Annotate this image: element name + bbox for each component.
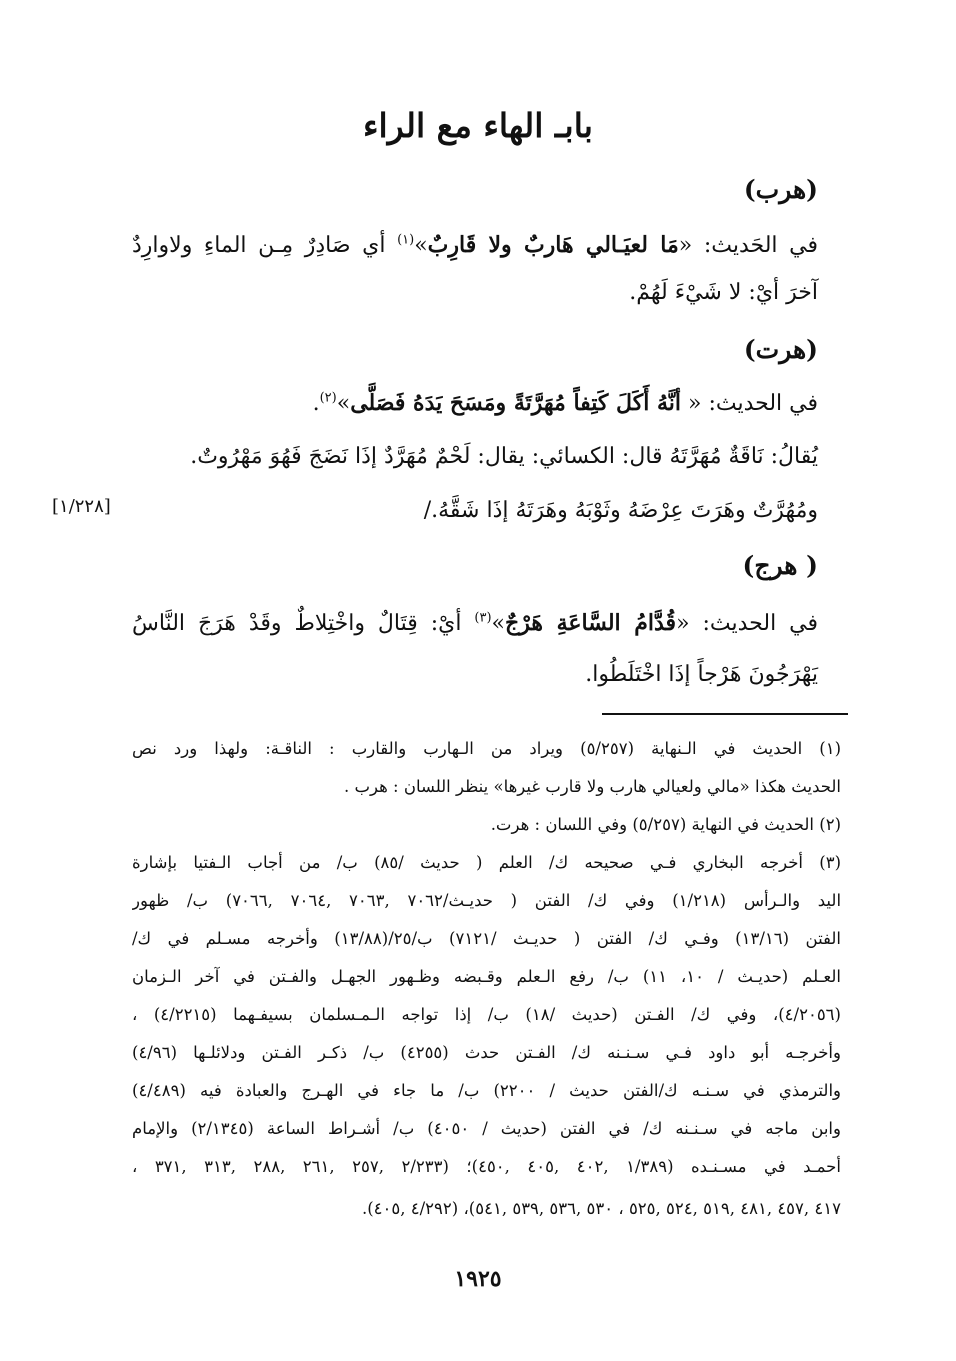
footnote-line: وأخرجـه أبو داود فـي سـنـنه ك/ الفـتن حدث (٤٢٥٥) ب/ ذكـر الفـتن ودلائلـها (٤/٩٦)	[132, 1043, 841, 1062]
line-prefix: في الحديث: «	[681, 391, 818, 416]
footnote-separator	[602, 713, 848, 715]
line-rest: أيْ: قِتَالٌ واخْتِلاطٌ وقَدْ هَرَجَ النَّاسُ	[132, 611, 475, 636]
chapter-title: بابـ الهاء مع الراء	[363, 106, 593, 145]
quote-close: »	[336, 391, 351, 416]
line-rest: .	[312, 391, 320, 416]
footnote-line: الحديث هكذا «مالي ولعيالي هارب ولا قارب غيرها» ينظر اللسان : هرب .	[343, 777, 841, 796]
line-rest: أي صَادِرٌ مِـن الماءِ ولاوارِدٌ	[132, 233, 398, 258]
page-number: ١٩٢٥	[454, 1266, 502, 1292]
footnote-line: (٣) أخرجه البخاري فـي صحيحه ك/ العلم ( حديث /٨٥) ب/ من أجاب الـفتيا بإشارة	[132, 853, 841, 872]
hadith-quote: أنَّهُ أَكَلَ كَتِفاً مُهَرَّتَةً ومَسَحَ يَدَهُ فَصَلَّى	[350, 390, 681, 416]
line-prefix: في الحَديث: «	[678, 233, 818, 258]
line-prefix: في الحديث: «	[676, 611, 818, 636]
footnote-line: (٤/٢٠٥٦)، وفي ك/ الفـتن (حديث /١٨) ب/ إذا تواجه الـمـسلمان بسيفـهما (٤/٢٢١٥) ،	[132, 1005, 841, 1024]
footnote-marker: (٣)	[474, 610, 492, 626]
hadith-quote: مَا لعيَـالي هَاربٌ ولا قَارِبٌ	[427, 232, 679, 258]
margin-reference: [١/٢٢٨]	[52, 496, 111, 517]
footnote-line: وابن ماجه في سـنـنه ك/ في الفتن (حديث / ٤٠٥٠) ب/ أشـراط الساعة (٢/١٣٤٥) والإمام	[132, 1119, 841, 1138]
entry-line: ومُهُرَّتٌ وهَرَتَ عِرْضَهُ وثَوْبَهُ وهَرَتَهُ إذَا شَقَّهُ./	[423, 498, 818, 523]
footnote-line: العـلم (حديـث / ١٠، ١١) ب/ رفع الـعلم وقـبضه وظـهور الجهـل والفـتن في آخر الـزمان	[132, 967, 841, 986]
footnote-line: اليد والـرأس (١/٢١٨) وفي ك/ الفتن ( حديـث/٧٠٦٢ ,٧٠٦٣ ,٧٠٦٤ ,٧٠٦٦) ب/ ظهور	[132, 891, 841, 910]
quote-close: »	[491, 611, 506, 636]
entry-line: يَهْرَجُونَ هَرْجاً إذَا اخْتَلَطُوا.	[585, 662, 818, 687]
entry-heading-harat: (هرت)	[743, 335, 818, 364]
footnote-marker: (٢)	[319, 390, 337, 406]
entry-heading-harab: (هرب)	[743, 175, 818, 204]
footnote-marker: (١)	[397, 232, 415, 248]
footnote-line: ٤١٧ ,٤٥٧ ,٤٨١ ,٥١٩ ,٥٢٤ ,٥٢٥ ، ٥٣٠ ,٥٣٦ ,٥٣٩ ,٥٤١)، (٤/٢٩٢ ,٤٠٥).	[361, 1199, 841, 1218]
entry-line	[132, 606, 818, 641]
entry-line	[132, 228, 818, 263]
footnote-line: الفتن (١٣/١٦) وفـي ك/ الفتن ( حديـث /٧١٢١) ب/٢٥/(١٣/٨٨) وأخرجه مسـلم في ك/	[132, 929, 841, 948]
entry-line	[313, 386, 818, 421]
entry-heading-haraj: ( هرج)	[742, 551, 818, 580]
footnote-line: (٢) الحديث في النهاية (٥/٢٥٧) وفي اللسان : هرت.	[490, 815, 841, 834]
footnote-line: أحمـد في مسـنـده (١/٣٨٩ ,٤٠٢ ,٤٠٥ ,٤٥٠)؛ (٢/٢٣٣ ,٢٥٧ ,٢٦١ ,٢٨٨ ,٣١٣ ,٣٧١ ،	[132, 1157, 841, 1176]
hadith-quote: قُدَّامُ السَّاعَةِ هَرْجٌ	[505, 610, 677, 636]
entry-line: آخرَ أيْ: لا شَيْءَ لَهُمْ.	[629, 280, 818, 305]
footnote-line: (١) الحديث في الـنهاية (٥/٢٥٧) ويراد من الـهارب والقارب : الناقـة: ولهذا ورد نص	[132, 739, 841, 758]
quote-close: »	[414, 233, 428, 258]
footnote-line: والترمذي في سـنـه ك/الفتن حديث / ٢٢٠٠) ب/ ما جاء في الهـرج والعبادة فيه (٤/٤٨٩)	[132, 1081, 841, 1100]
entry-line: يُقالُ: نَاقَةٌ مُهَرَّتَهُ قال: الكسائي: يقال: لَحْمٌ مُهَرَّدٌ إذَا نَضَجَ فَهُوَ مَهْرُوتٌ.	[190, 444, 818, 469]
